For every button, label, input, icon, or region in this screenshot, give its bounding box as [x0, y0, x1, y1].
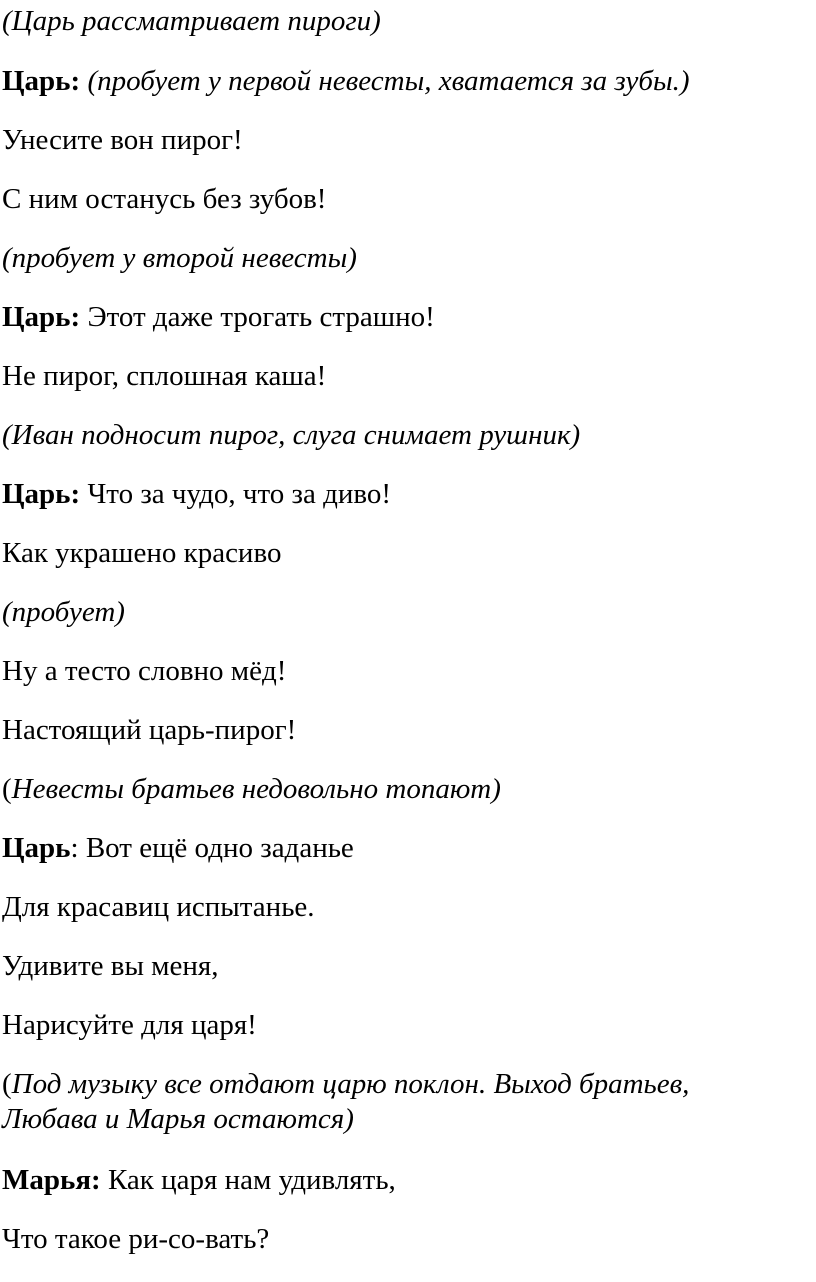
- verse-text: Удивите вы меня,: [2, 950, 219, 982]
- speaker-name: Царь: [2, 832, 71, 864]
- stage-direction-text: (пробует): [2, 596, 125, 628]
- verse-line: [2, 890, 315, 925]
- speaker-name: Царь:: [2, 301, 81, 333]
- verse-line: [2, 654, 286, 689]
- open-paren: (: [2, 773, 12, 805]
- stage-direction: [2, 595, 125, 630]
- open-paren: (: [2, 1068, 12, 1100]
- verse-line: [2, 1222, 269, 1257]
- verse-text: Что такое ри-со-вать?: [2, 1223, 270, 1255]
- verse-line: [2, 359, 326, 394]
- dialogue-line: [2, 300, 435, 335]
- verse-line: [2, 536, 281, 571]
- dialogue-line: [2, 477, 391, 512]
- verse-text: Этот даже трогать страшно!: [80, 301, 435, 333]
- verse-text: : Вот ещё одно заданье: [70, 832, 354, 864]
- stage-direction-text: (Иван подносит пирог, слуга снимает рушник): [2, 419, 581, 451]
- stage-direction-text: (пробует у первой невесты, хватается за зубы.): [80, 65, 690, 97]
- stage-direction: [2, 772, 501, 807]
- stage-direction: [2, 4, 381, 39]
- stage-direction-text: (пробует у второй невесты): [2, 242, 357, 274]
- stage-direction-text: Невесты братьев недовольно топают): [11, 773, 501, 805]
- verse-text: С ним останусь без зубов!: [2, 183, 327, 215]
- verse-line: [2, 949, 219, 984]
- verse-text: Что за чудо, что за диво!: [80, 478, 392, 510]
- dialogue-line: [2, 64, 690, 99]
- stage-direction-text: (Царь рассматривает пироги): [2, 5, 381, 37]
- verse-text: Как царя нам удивлять,: [100, 1164, 396, 1196]
- stage-direction: [2, 418, 580, 453]
- dialogue-line: [2, 831, 354, 866]
- verse-line: [2, 182, 326, 217]
- verse-text: Настоящий царь-пирог!: [2, 714, 297, 746]
- speaker-name: Марья:: [2, 1164, 101, 1196]
- stage-direction: [2, 241, 357, 276]
- verse-line: [2, 123, 243, 158]
- verse-text: Для красавиц испытанье.: [2, 891, 315, 923]
- stage-direction: [2, 1067, 792, 1137]
- verse-text: Нарисуйте для царя!: [2, 1009, 257, 1041]
- speaker-name: Царь:: [2, 478, 81, 510]
- stage-direction-text: Под музыку все отдают царю поклон. Выход братьев, Любава и Марья остаются): [2, 1068, 690, 1135]
- dialogue-line: [2, 1163, 396, 1198]
- verse-line: [2, 713, 296, 748]
- verse-text: Унесите вон пирог!: [2, 124, 243, 156]
- verse-text: Ну а тесто словно мёд!: [2, 655, 287, 687]
- verse-line: [2, 1008, 257, 1043]
- speaker-name: Царь:: [2, 65, 81, 97]
- verse-text: Не пирог, сплошная каша!: [2, 360, 327, 392]
- verse-text: Как украшено красиво: [2, 537, 282, 569]
